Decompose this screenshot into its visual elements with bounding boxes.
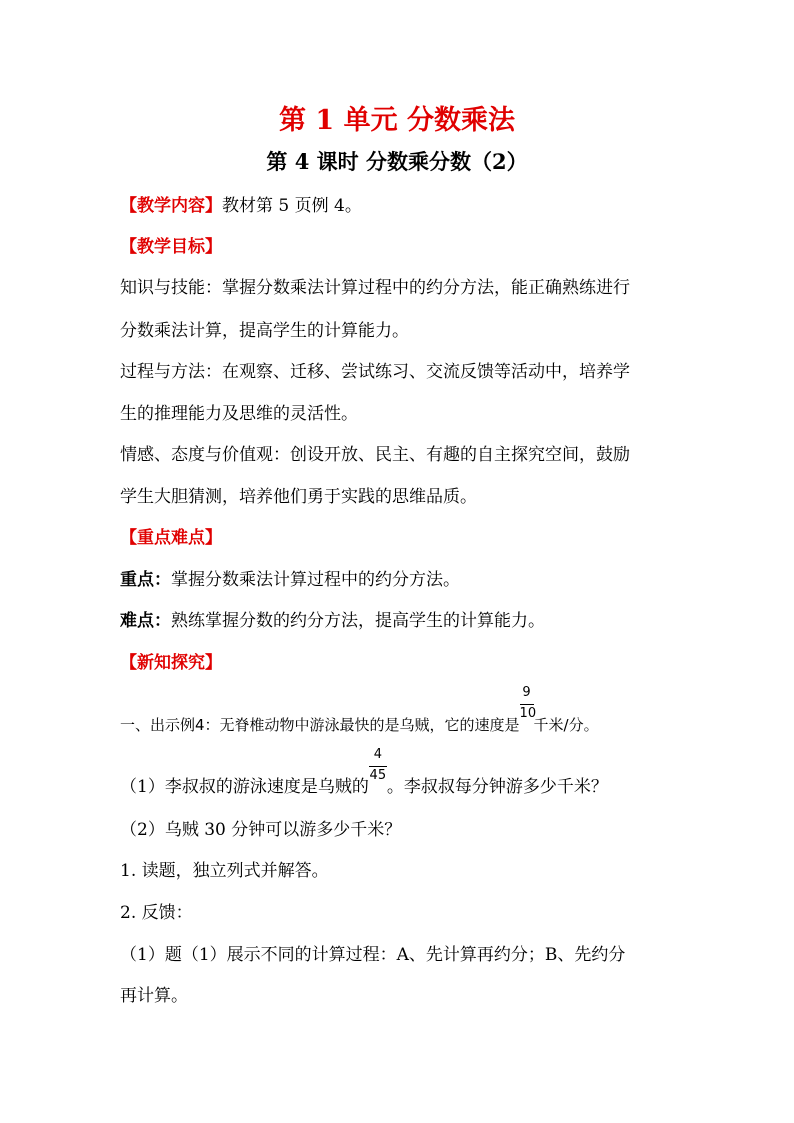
key-point-text: 掌握分数乘法计算过程中的约分方法。	[171, 570, 460, 590]
example-text: 一、出示例4：无脊椎动物中游泳最快的是乌贼，它的速度是	[120, 716, 520, 734]
step-1-line: 1. 读题，独立列式并解答。	[120, 861, 329, 881]
fraction-bar	[369, 766, 387, 767]
feedback-line-2: 再计算。	[120, 986, 188, 1006]
difficulty-line	[120, 606, 545, 631]
speed-denominator: 10	[519, 706, 537, 721]
difficulty-label: 难点：	[120, 611, 171, 631]
key-point-label: 重点：	[120, 570, 171, 590]
example-line	[120, 685, 599, 735]
goal-process-line-1: 过程与方法：在观察、迁移、尝试练习、交流反馈等活动中，培养学	[120, 362, 630, 382]
content-line	[120, 191, 362, 216]
fraction-bar	[520, 704, 534, 705]
keypoints-label: 【重点难点】	[120, 528, 222, 548]
question-1-line	[120, 747, 608, 797]
step-2-line: 2. 反馈：	[120, 903, 193, 923]
speed-unit: 千米/分。	[533, 716, 599, 734]
page-title: 第 1 单元 分数乘法	[279, 105, 515, 136]
content-label: 【教学内容】	[120, 196, 222, 216]
goal-knowledge-line-2: 分数乘法计算，提高学生的计算能力。	[120, 321, 409, 341]
explore-label: 【新知探究】	[120, 653, 222, 673]
rate-numerator: 4	[373, 747, 382, 762]
lesson-subtitle: 第 4 课时 分数乘分数（2）	[266, 149, 528, 174]
goal-process-line-2: 生的推理能力及思维的灵活性。	[120, 404, 358, 424]
question-1-post: 。李叔叔每分钟游多少千米？	[386, 777, 608, 797]
feedback-line-1: （1）题（1）展示不同的计算过程：A、先计算再约分；B、先约分	[120, 945, 626, 965]
speed-numerator: 9	[522, 685, 531, 700]
speed-fraction	[519, 685, 537, 730]
goals-label: 【教学目标】	[120, 237, 222, 257]
rate-fraction	[369, 747, 387, 792]
content-text: 教材第 5 页例 4。	[222, 196, 362, 216]
difficulty-text: 熟练掌握分数的约分方法，提高学生的计算能力。	[171, 611, 545, 631]
question-2-line: （2）乌贼 30 分钟可以游多少千米？	[120, 820, 402, 840]
goal-knowledge-line-1: 知识与技能：掌握分数乘法计算过程中的约分方法，能正确熟练进行	[120, 278, 630, 298]
goal-emotion-line-2: 学生大胆猜测，培养他们勇于实践的思维品质。	[120, 487, 477, 507]
question-1-pre: （1）李叔叔的游泳速度是乌贼的	[120, 777, 369, 797]
goal-emotion-line-1: 情感、态度与价值观：创设开放、民主、有趣的自主探究空间，鼓励	[120, 445, 630, 465]
key-point-line	[120, 565, 460, 590]
rate-denominator: 45	[369, 768, 387, 783]
